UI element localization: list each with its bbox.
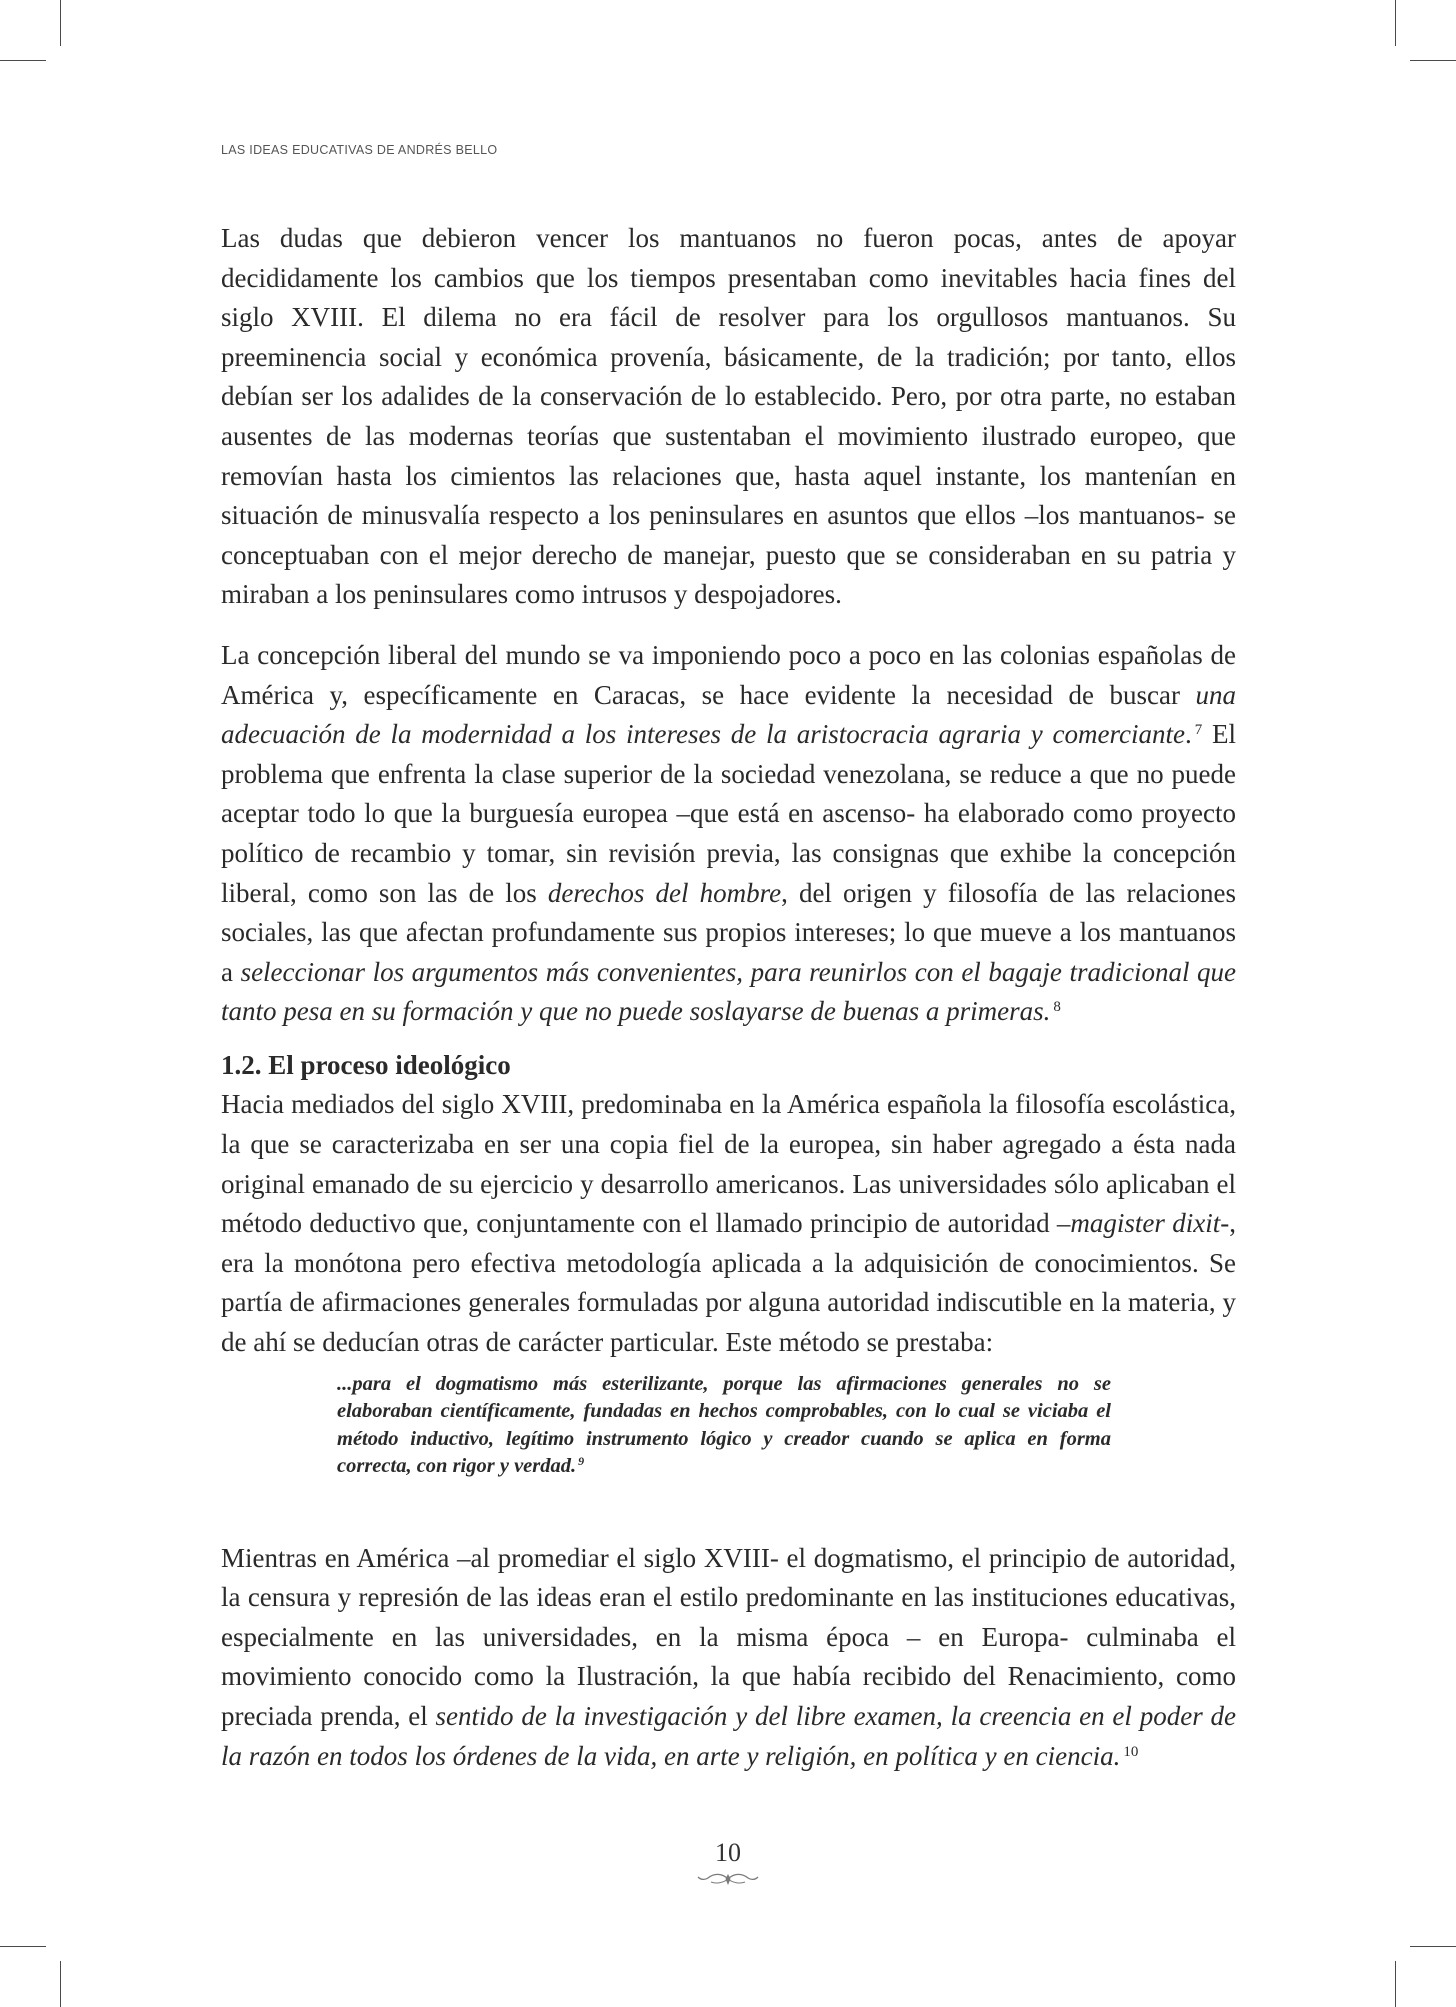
paragraph-2-italic: seleccionar los argumentos más convenientes, para reunirlos con el bagaje tradicional que tanto pesa en su formación y que no puede soslayarse de buenas a primeras.: [221, 956, 1237, 1027]
footnote-ref-7[interactable]: 7: [1194, 722, 1203, 739]
paragraph-1: Las dudas que debieron vencer los mantuanos no fueron pocas, antes de apoyar decididamente los cambios que los tiempos presentaban como inevitables hacia fines del siglo XVIII. El dilema no era fácil de resolver para los orgullosos mantuanos. Su preeminencia social y económica provenía, básicamente, de la tradición; por tanto, ellos debían ser los adalides de la conservación de lo establecido. Pero, por otra parte, no estaban ausentes de las modernas teorías que sustentaban el movimiento ilustrado europeo, que removían hasta los cimientos las relaciones que, hasta aquel instante, los mantenían en situación de minusvalía respecto a los peninsulares en asuntos que ellos –los mantuanos- se conceptuaban con el mejor derecho de manejar, puesto que se consideraban en su patria y miraban a los peninsulares como intrusos y despojadores.: [221, 223, 1236, 610]
crop-mark-top-left-vertical: [60, 0, 61, 46]
footnote-ref-8[interactable]: 8: [1053, 999, 1061, 1016]
crop-mark-bottom-left-vertical: [60, 1961, 61, 2007]
crop-mark-bottom-right-vertical: [1395, 1961, 1396, 2007]
paragraph-3-text: Hacia mediados del siglo XVIII, predominaba en la América española la filosofía escolástica, la que se caracterizaba en ser una copia fiel de la europea, sin haber agregado a ésta nada original emanado de su ejercicio y desarrollo americanos. Las universidades sólo aplicaban el método deductivo que, conjuntamente con el llamado principio de autoridad –: [221, 1089, 1236, 1239]
paragraph-4: [221, 1539, 1236, 1777]
flourish-ornament-icon: [696, 1871, 760, 1887]
paragraph-2-italic: una adecuación de la modernidad a los intereses de la aristocracia agraria y comerciante: [221, 679, 1236, 750]
paragraph-2-text: La concepción liberal del mundo se va imponiendo poco a poco en las colonias españolas de América y, específicamente en Caracas, se hace evidente la necesidad de buscar: [221, 639, 1236, 710]
crop-mark-top-left-horizontal: [0, 60, 46, 61]
running-head: LAS IDEAS EDUCATIVAS DE ANDRÉS BELLO: [221, 143, 498, 157]
paragraph-3-text: -, era la monótona pero efectiva metodología aplicada a la adquisición de conocimientos. Se partía de afirmaciones generales formuladas por alguna autoridad indiscutible en la materia, y de ahí se deducían otras de carácter particular. Este método se prestaba:: [221, 1208, 1237, 1358]
paragraph-3: [221, 1085, 1236, 1362]
section-heading: 1.2. El proceso ideológico: [221, 1049, 511, 1080]
paragraph-2: [221, 636, 1236, 1032]
paragraph-2-text: El problema que enfrenta la clase superior de la sociedad venezolana, se reduce a que no puede aceptar todo lo que la burguesía europea –que está en ascenso- ha elaborado como proyecto político de recambio y tomar, sin revisión previa, las consignas que exhibe la concepción liberal, como son las de los: [221, 719, 1236, 908]
paragraph-2-text: .: [1184, 719, 1192, 750]
page-number: 10: [715, 1838, 741, 1867]
crop-mark-bottom-left-horizontal: [0, 1946, 46, 1947]
paragraph-3-italic: magister dixit: [1070, 1208, 1221, 1239]
crop-mark-top-right-horizontal: [1410, 60, 1456, 61]
footnote-ref-9[interactable]: 9: [578, 1454, 585, 1469]
paragraph-2-text: , del origen y filosofía de las relaciones sociales, las que afectan profundamente sus propios intereses; lo que mueve a los mantuanos a: [221, 877, 1236, 987]
crop-mark-top-right-vertical: [1395, 0, 1396, 46]
block-quote: [337, 1371, 1111, 1481]
paragraph-2-italic: derechos del hombre: [547, 877, 782, 908]
paragraph-4-italic: sentido de la investigación y del libre examen, la creencia en el poder de la razón en todos los órdenes de la vida, en arte y religión, en política y en ciencia.: [221, 1701, 1237, 1771]
footnote-ref-10[interactable]: 10: [1123, 1743, 1139, 1760]
block-quote-text: ...para el dogmatismo más esterilizante, porque las afirmaciones generales no se elaboraban científicamente, fundadas en hechos comprobables, con lo cual se viciaba el método inductivo, legítimo instrumento lógico y creador cuando se aplica en forma correcta, con rigor y verdad.: [337, 1372, 1111, 1478]
body-text: [221, 219, 1236, 1776]
paragraph-4-text: Mientras en América –al promediar el siglo XVIII- el dogmatismo, el principio de autoridad, la censura y represión de las ideas eran el estilo predominante en las instituciones educativas, especialmente en las universidades, en la misma época – en Europa- culminaba el movimiento conocido como la Ilustración, la que había recibido del Renacimiento, como preciada prenda, el: [221, 1542, 1236, 1731]
crop-mark-bottom-right-horizontal: [1410, 1946, 1456, 1947]
